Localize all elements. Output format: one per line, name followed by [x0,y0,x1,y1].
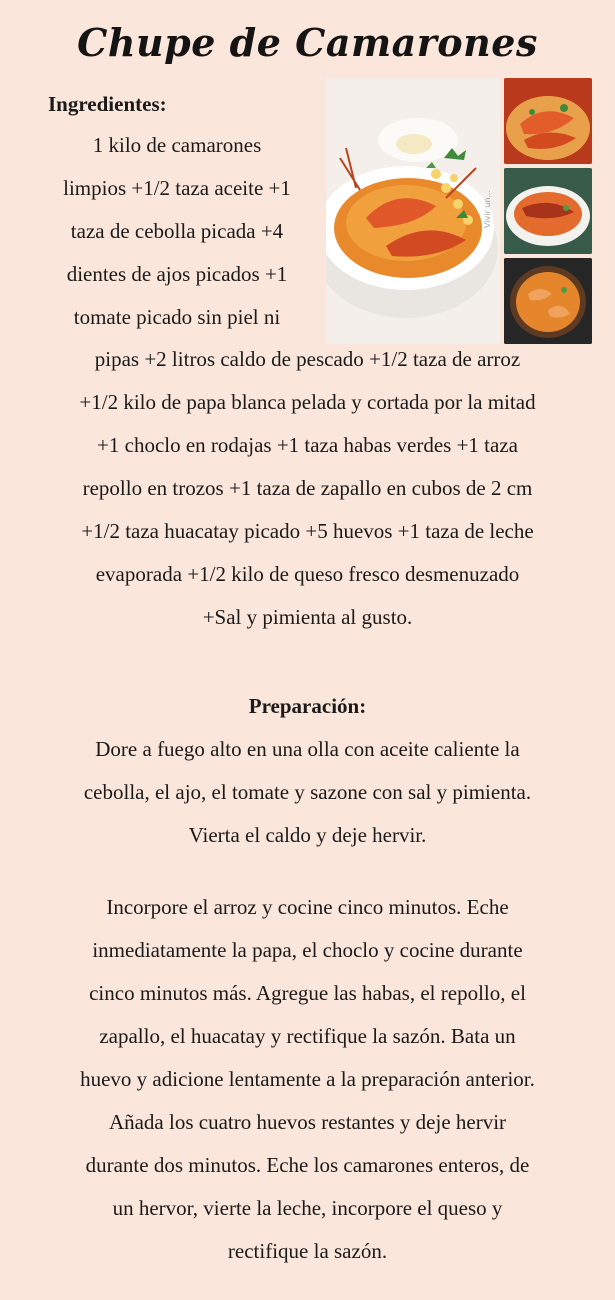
ingredients-line: repollo en trozos +1 taza de zapallo en cubos de 2 cm [82,476,533,500]
ingredients-text-full-width [30,338,585,639]
preparation-line: huevo y adicione lentamente a la preparación anterior. [80,1067,535,1091]
recipe-title: Chupe de Camarones [77,20,538,65]
preparation-line: un hervor, vierte la leche, incorpore el queso y [112,1196,503,1220]
soup-bowl-photo [326,78,500,344]
preparation-paragraph-1 [30,728,585,857]
preparation-line: rectifique la sazón. [227,1239,388,1263]
soup-thumbnail-2 [504,168,592,254]
ingredients-line: 1 kilo de camarones [92,133,262,157]
preparation-line: cebolla, el ajo, el tomate y sazone con sal y pimienta. [83,780,532,804]
ingredients-text-beside-photo [36,124,318,339]
preparation-line: Dore a fuego alto en una olla con aceite caliente la [95,737,520,761]
ingredients-line: +1/2 kilo de papa blanca pelada y cortada por la mitad [79,390,536,414]
ingredients-line: evaporada +1/2 kilo de queso fresco desmenuzado [95,562,520,586]
ingredients-line: pipas +2 litros caldo de pescado +1/2 taza de arroz [94,347,521,371]
preparation-heading: Preparación: [248,694,367,718]
ingredients-line: dientes de ajos picados +1 [66,262,288,286]
photo-watermark: Vivir un... [483,189,492,228]
preparation-line: Vierta el caldo y deje hervir. [188,823,427,847]
ingredients-line: taza de cebolla picada +4 [70,219,284,243]
preparation-line: durante dos minutos. Eche los camarones enteros, de [85,1153,530,1177]
soup-thumbnail-1 [504,78,592,164]
preparation-line: Incorpore el arroz y cocine cinco minutos. Eche [106,895,509,919]
ingredients-line: +1 choclo en rodajas +1 taza habas verdes +1 taza [97,433,518,457]
preparation-line: cinco minutos más. Agregue las habas, el repollo, el [89,981,526,1005]
preparation-line: inmediatamente la papa, el choclo y cocine durante [92,938,523,962]
ingredients-line: +Sal y pimienta al gusto. [202,605,413,629]
preparation-line: zapallo, el huacatay y rectifique la sazón. Bata un [99,1024,516,1048]
preparation-line: Añada los cuatro huevos restantes y deje hervir [108,1110,507,1134]
photo-collage [326,78,592,344]
soup-thumbnail-3 [504,258,592,344]
ingredients-line: +1/2 taza huacatay picado +5 huevos +1 taza de leche [81,519,534,543]
preparation-paragraph-2 [30,886,585,1273]
ingredients-heading: Ingredientes: [48,92,167,116]
ingredients-line: tomate picado sin piel ni [73,305,281,329]
ingredients-line: limpios +1/2 taza aceite +1 [63,176,291,200]
